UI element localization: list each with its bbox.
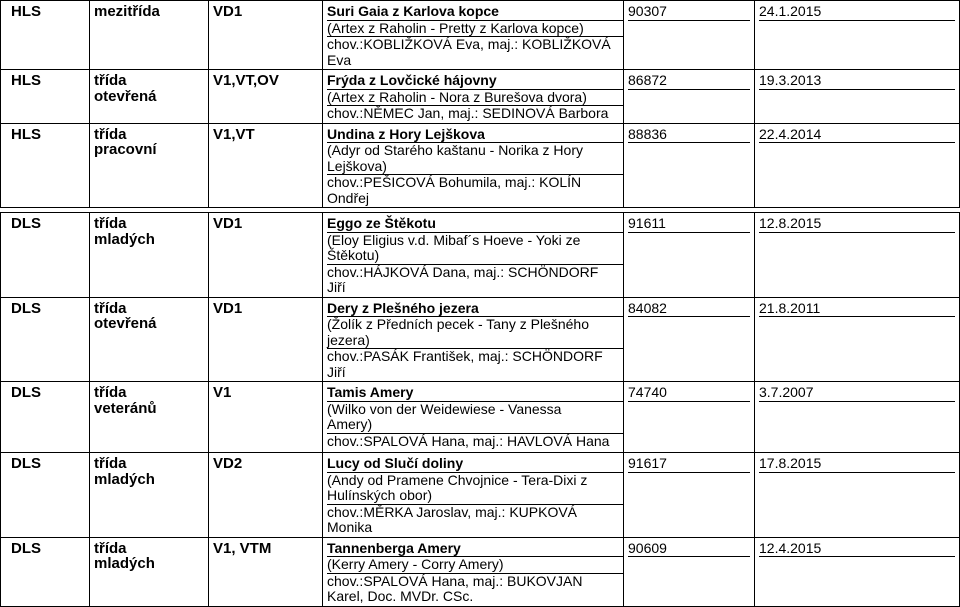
registration-number: 90307 (628, 4, 750, 21)
dog-owners: chov.:NĚMEC Jan, maj.: SEDINOVÁ Barbora (327, 105, 609, 121)
class-name: mladých (94, 470, 155, 488)
class-cell (90, 213, 209, 298)
registration-number: 91617 (628, 456, 750, 473)
dog-cell (323, 297, 624, 382)
birth-date: 12.8.2015 (759, 216, 955, 233)
dog-cell (323, 123, 624, 208)
class-name: veteránů (94, 399, 157, 417)
titles-cell (209, 70, 323, 124)
dog-owners: chov.:MĚRKA Jaroslav, maj.: KUPKOVÁ Monika (327, 503, 578, 535)
award-titles: VD1 (213, 215, 243, 232)
registration-number: 88836 (628, 127, 750, 144)
date-cell (755, 382, 960, 453)
class-cell (90, 297, 209, 382)
breed-code: HLS (11, 125, 41, 143)
birth-date: 22.4.2014 (759, 127, 955, 144)
dog-parents: (Adyr od Starého kaštanu - Norika z Hory (327, 142, 583, 158)
dog-owners: chov.:KOBLIŽKOVÁ Eva, maj.: KOBLIŽKOVÁ Eva (327, 36, 611, 68)
class-name: třída (94, 455, 127, 472)
award-titles: V1, VTM (213, 539, 272, 557)
birth-date: 17.8.2015 (759, 456, 955, 473)
birth-date: 12.4.2015 (759, 541, 955, 558)
dog-parents: (Artex z Raholin - Nora z Burešova dvora) (327, 90, 623, 107)
dog-cell (323, 382, 624, 453)
dog-cell (323, 1, 624, 70)
award-titles: VD1 (213, 299, 243, 317)
reg-cell (624, 537, 755, 606)
results-table-body (1, 213, 960, 607)
titles-cell (209, 537, 323, 606)
breed-cell (1, 382, 90, 453)
table-row (1, 70, 960, 124)
date-cell (755, 123, 960, 208)
reg-cell (624, 213, 755, 298)
registration-number: 74740 (628, 385, 750, 402)
birth-date: 19.3.2013 (759, 73, 955, 90)
breed-code: DLS (11, 384, 41, 401)
results-table-hls (0, 0, 960, 208)
class-name: třída (94, 215, 127, 232)
dog-parents: (Artex z Raholin - Pretty z Karlova kopce) (327, 21, 623, 38)
table-row (1, 213, 960, 298)
dog-parents: jezera) (327, 333, 623, 350)
titles-cell (209, 213, 323, 298)
dog-parents: (Eloy Eligius v.d. Mibaf´s Hoeve - Yoki ze (327, 231, 581, 248)
breed-code: DLS (11, 215, 41, 232)
class-cell (90, 537, 209, 606)
dog-owners: chov.:PEŠICOVÁ Bohumila, maj.: KOLÍN Ondřej (327, 174, 582, 206)
table-row (1, 537, 960, 606)
titles-cell (209, 453, 323, 538)
class-name: třída (94, 384, 127, 401)
titles-cell (209, 1, 323, 70)
class-name: třída (94, 125, 127, 143)
birth-date: 21.8.2011 (759, 301, 955, 318)
class-cell (90, 453, 209, 538)
birth-date: 24.1.2015 (759, 4, 955, 21)
reg-cell (624, 1, 755, 70)
reg-cell (624, 70, 755, 124)
titles-cell (209, 382, 323, 453)
dog-cell (323, 70, 624, 124)
dog-owners: chov.:SPALOVÁ Hana, maj.: HAVLOVÁ Hana (327, 432, 610, 449)
table-row (1, 297, 960, 382)
class-cell (90, 1, 209, 70)
class-cell (90, 382, 209, 453)
table-row (1, 1, 960, 70)
breed-code: HLS (11, 72, 41, 89)
date-cell (755, 453, 960, 538)
reg-cell (624, 382, 755, 453)
table-row (1, 123, 960, 208)
class-cell (90, 70, 209, 124)
reg-cell (624, 297, 755, 382)
date-cell (755, 213, 960, 298)
date-cell (755, 70, 960, 124)
class-name: třída (94, 72, 127, 89)
dog-parents: (Kerry Amery - Corry Amery) (327, 557, 623, 574)
dog-parents: (Wilko von der Weidewiese - Vanessa (327, 400, 562, 417)
dog-parents: (Andy od Pramene Chvojnice - Tera-Dixi z (327, 471, 588, 488)
award-titles: V1 (213, 384, 232, 401)
breed-cell (1, 537, 90, 606)
breed-code: HLS (11, 3, 41, 20)
date-cell (755, 297, 960, 382)
class-name: mladých (94, 230, 155, 248)
titles-cell (209, 297, 323, 382)
class-name: otevřená (94, 87, 157, 105)
dog-cell (323, 453, 624, 538)
dog-name: Undina z Hory Lejškova (327, 127, 623, 144)
award-titles: VD2 (213, 455, 243, 472)
award-titles: VD1 (213, 3, 243, 20)
dog-name: Dery z Plešného jezera (327, 301, 623, 318)
table-row (1, 453, 960, 538)
dog-name: Frýda z Lovčické hájovny (327, 73, 623, 90)
table-row (1, 382, 960, 453)
breed-cell (1, 297, 90, 382)
dog-name: Lucy od Slučí doliny (327, 456, 623, 473)
dog-parents: Hulínských obor) (327, 488, 623, 505)
dog-owners: chov.:SPALOVÁ Hana, maj.: BUKOVJAN Karel, Doc. MVDr. CSc. (327, 572, 583, 604)
dog-parents: Lejškova) (327, 159, 623, 176)
registration-number: 84082 (628, 301, 750, 318)
class-name: mladých (94, 555, 155, 572)
class-name: třída (94, 299, 127, 317)
breed-code: DLS (11, 539, 41, 557)
results-table-dls (0, 212, 960, 607)
class-name: mezitřída (94, 3, 160, 20)
titles-cell (209, 123, 323, 208)
dog-name: Tannenberga Amery (327, 541, 623, 558)
dog-name: Eggo ze Štěkotu (327, 216, 623, 233)
dog-owners: chov.:HÁJKOVÁ Dana, maj.: SCHÖNDORF Jiří (327, 263, 599, 295)
registration-number: 90609 (628, 541, 750, 558)
breed-code: DLS (11, 299, 41, 317)
date-cell (755, 537, 960, 606)
class-name: třída (94, 539, 127, 557)
registration-number: 86872 (628, 73, 750, 90)
breed-code: DLS (11, 455, 41, 472)
dog-parents: Amery) (327, 417, 623, 434)
breed-cell (1, 70, 90, 124)
birth-date: 3.7.2007 (759, 385, 955, 402)
award-titles: V1,VT,OV (213, 72, 279, 89)
dog-cell (323, 537, 624, 606)
results-table-body (1, 1, 960, 208)
breed-cell (1, 1, 90, 70)
date-cell (755, 1, 960, 70)
class-name: otevřená (94, 315, 157, 332)
registration-number: 91611 (628, 216, 750, 233)
dog-parents: Štěkotu) (327, 248, 623, 265)
dog-name: Suri Gaia z Karlova kopce (327, 4, 623, 21)
breed-cell (1, 123, 90, 208)
dog-owners: chov.:PASÁK František, maj.: SCHÖNDORF Jiří (327, 348, 603, 380)
class-cell (90, 123, 209, 208)
breed-cell (1, 213, 90, 298)
dog-cell (323, 213, 624, 298)
breed-cell (1, 453, 90, 538)
dog-parents: (Žolík z Předních pecek - Tany z Plešného (327, 316, 589, 332)
reg-cell (624, 123, 755, 208)
dog-name: Tamis Amery (327, 385, 623, 402)
reg-cell (624, 453, 755, 538)
award-titles: V1,VT (213, 125, 255, 143)
class-name: pracovní (94, 141, 157, 158)
